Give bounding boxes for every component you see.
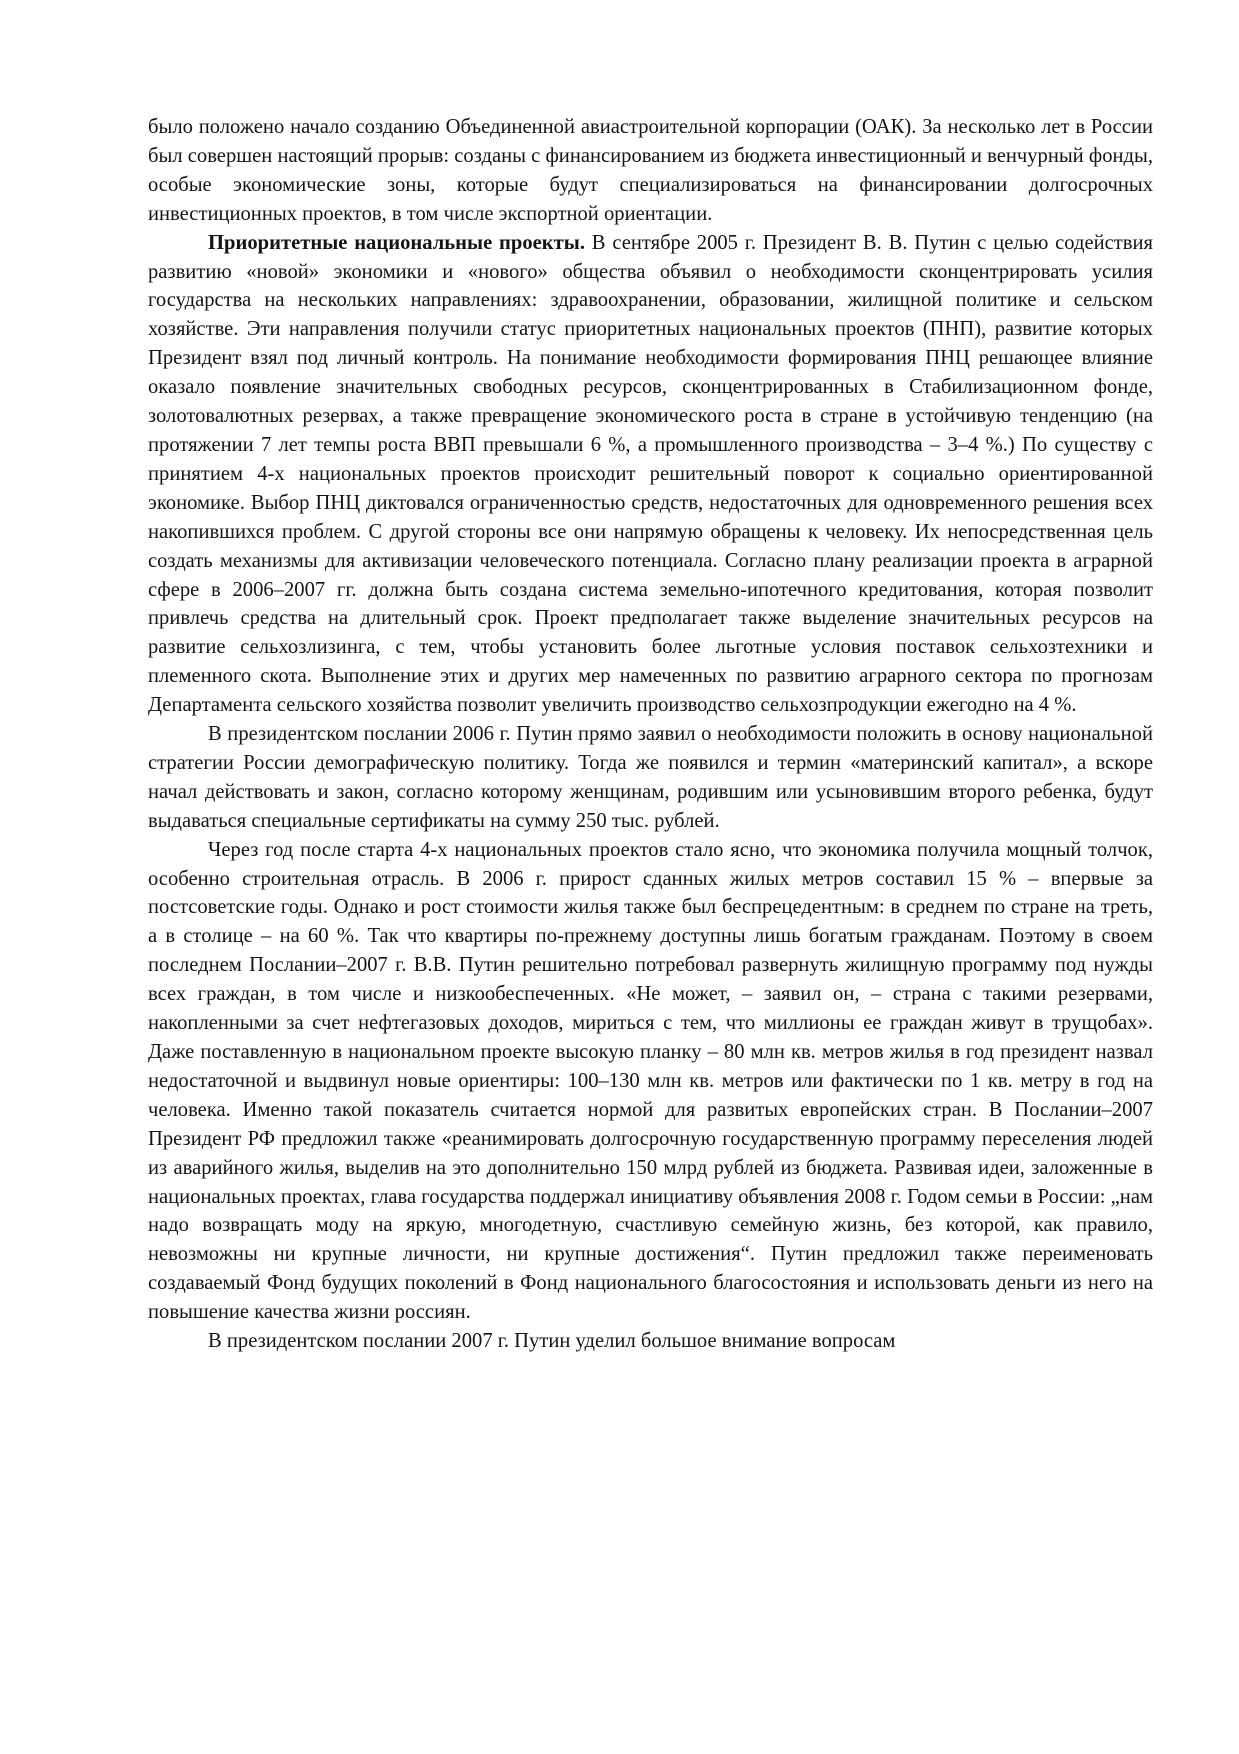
paragraph-text: В президентском послании 2006 г. Путин прямо заявил о необходимости положить в основу национальной стратегии России демографическую политику. Тогда же появился и термин «материнский капитал», а вскоре начал действовать и закон, согласно которому женщинам, родившим или усыновившим второго ребенка, будут выдаваться специальные сертификаты на сумму 250 тыс. рублей. — [148, 723, 1153, 832]
paragraph-presidential-address-2007 — [148, 1327, 1153, 1356]
paragraph-priority-national-projects — [148, 229, 1153, 720]
paragraph-text: было положено начало созданию Объединенной авиастроительной корпорации (ОАК). За несколько лет в России был совершен настоящий прорыв: созданы с финансированием из бюджета инвестиционный и венчурный фонды, особые экономические зоны, которые будут специализироваться на финансировании долгосрочных инвестиционных проектов, в том числе экспортной ориентации. — [148, 116, 1153, 225]
paragraph-presidential-address-2006 — [148, 720, 1153, 836]
section-heading-priority-national-projects: Приоритетные национальные проекты. — [208, 231, 586, 254]
paragraph-housing-program — [148, 836, 1153, 1327]
paragraph-text: В сентябре 2005 г. Президент В. В. Путин с целью содействия развитию «новой» экономики и «нового» общества объявил о необходимости сконцентрировать усилия государства на нескольких направлениях: здравоохранении, образовании, жилищной политике и сельском хозяйстве. Эти направления получили статус приоритетных национальных проектов (ПНП), развитие которых Президент взял под личный контроль. На понимание необходимости формирования ПНЦ решающее влияние оказало появление значительных свободных ресурсов, сконцентрированных в Стабилизационном фонде, золотовалютных резервах, а также превращение экономического роста в стране в устойчивую тенденцию (на протяжении 7 лет темпы роста ВВП превышали 6 %, а промышленного производства – 3–4 %.) По существу с принятием 4-х национальных проектов происходит решительный поворот к социально ориентированной экономике. Выбор ПНЦ диктовался ограниченностью средств, недостаточных для одновременного решения всех накопившихся проблем. С другой стороны все они напрямую обращены к человеку. Их непосредственная цель создать механизмы для активизации человеческого потенциала. Согласно плану реализации проекта в аграрной сфере в 2006–2007 гг. должна быть создана система земельно-ипотечного кредитования, которая позволит привлечь средства на длительный срок. Проект предполагает также выделение значительных ресурсов на развитие сельхозлизинга, с тем, чтобы установить более льготные условия поставок сельхозтехники и племенного скота. Выполнение этих и других мер намеченных по развитию аграрного сектора по прогнозам Департамента сельского хозяйства позволит увеличить производство сельхозпродукции ежегодно на 4 %. — [148, 231, 1154, 717]
paragraph-text: Через год после старта 4-х национальных проектов стало ясно, что экономика получила мощный толчок, особенно строительная отрасль. В 2006 г. прирост сданных жилых метров составил 15 % – впервые за постсоветские годы. Однако и рост стоимости жилья также был беспрецедентным: в среднем по стране на треть, а в столице – на 60 %. Так что квартиры по-прежнему доступны лишь богатым гражданам. Поэтому в своем последнем Послании–2007 г. В.В. Путин решительно потребовал развернуть жилищную программу под нужды всех граждан, в том числе и низкообеспеченных. «Не может, – заявил он, – страна с такими резервами, накопленными за счет нефтегазовых доходов, мириться с тем, что миллионы ее граждан живут в трущобах». Даже поставленную в национальном проекте высокую планку – 80 млн кв. метров жилья в год президент назвал недостаточной и выдвинул новые ориентиры: 100–130 млн кв. метров или фактически по 1 кв. метру в год на человека. Именно такой показатель считается нормой для развитых европейских стран. В Послании–2007 Президент РФ предложил также «реанимировать долгосрочную государственную программу переселения людей из аварийного жилья, выделив на это дополнительно 150 млрд рублей из бюджета. Развивая идеи, заложенные в национальных проектах, глава государства поддержал инициативу объявления 2008 г. Годом семьи в России: „нам надо возвращать моду на яркую, многодетную, счастливую семейную жизнь, без которой, как правило, невозможны ни крупные личности, ни крупные достижения“. Путин предложил также переименовать создаваемый Фонд будущих поколений в Фонд национального благосостояния и использовать деньги из него на повышение качества жизни россиян. — [148, 838, 1153, 1324]
document-page — [148, 113, 1153, 1356]
paragraph-oak-continuation — [148, 113, 1153, 229]
paragraph-text: В президентском послании 2007 г. Путин уделил большое внимание вопросам — [208, 1330, 896, 1353]
